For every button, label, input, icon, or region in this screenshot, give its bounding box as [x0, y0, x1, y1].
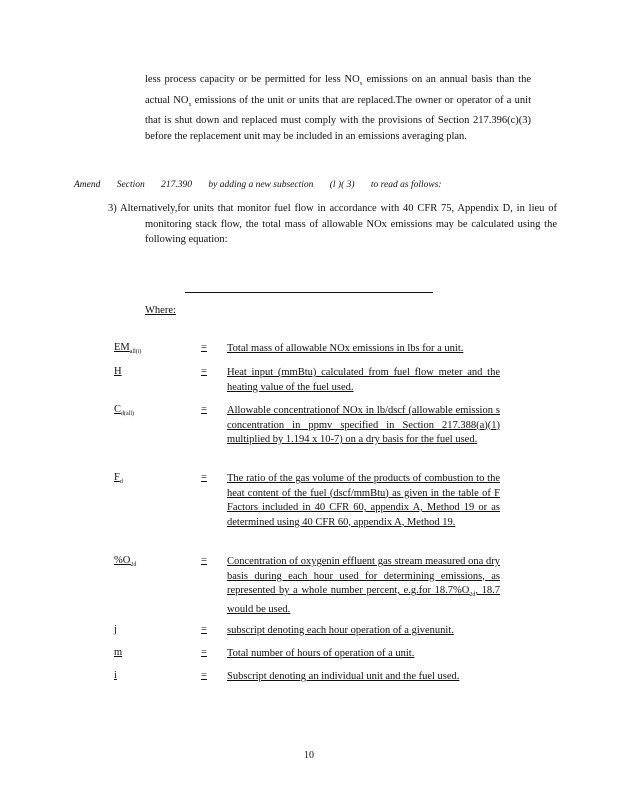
intro-paragraph: less process capacity or be permitted for less $NO_x$ emissions on an annual basis than the actual $NO_x$ emissions of the unit or units that are replaced.The owner or operator of a unit that is shut down and replaced must comply with the provisions of Section 217.396(c)(3) before the replacement unit may be included in an emissions averaging plan. — [145, 74, 531, 142]
definition-em: Total mass of allowable NOx emissions in lbs for a unit. — [227, 343, 464, 354]
equals-sign: = — [201, 472, 207, 483]
amend-instruction: by adding a new subsection — [208, 180, 314, 190]
equals-sign: = — [201, 624, 207, 635]
equals-sign: = — [201, 342, 207, 353]
definition-i: Subscript denoting an individual unit and the fuel used. — [227, 671, 460, 682]
amend-tail: to read as follows: — [370, 180, 442, 190]
definition-f: The ratio of the gas volume of the products of combustion to the heat content of the fuel (dscf/mmBtu) as given in the table of F Factors included in 40 CFR 60, appendix A, Method 19 or as determined using 40 CFR 60, appendix A, Method 19. — [227, 473, 500, 528]
term-h: H — [114, 366, 122, 377]
equals-sign: = — [201, 366, 207, 377]
definition-c: Allowable concentrationof NOx in lb/dscf (allowable emission s concentration in ppmv specified in Section 217.388(a)(1) multiplied by 1.194 x 10-7) on a dry basis for the fuel used. — [227, 405, 500, 445]
term-percent-o2: $\%O_{2d}$ — [114, 555, 137, 569]
term-i: i — [114, 670, 117, 681]
definition-j: subscript denoting each hour operation of a givenunit. — [227, 625, 454, 636]
term-j: j — [114, 624, 117, 635]
equals-sign: = — [201, 647, 207, 658]
equation-placeholder-rule — [185, 292, 433, 293]
equals-sign: = — [201, 404, 207, 415]
definition-h: Heat input (mmBtu) calculated from fuel flow meter and the heating value of the fuel used. — [227, 367, 500, 393]
term-c: $C_{d(all)}$ — [114, 404, 135, 418]
item-3-paragraph: 3) Alternatively,for units that monitor fuel flow in accordance with 40 CFR 75, Appendix D, in lieu of monitoring stack flow, the total mass of allowable NOx emissions may be calculated using the following equation: — [108, 203, 557, 245]
where-label: Where: — [145, 305, 176, 316]
amend-word: Amend — [74, 180, 101, 190]
definition-percent-o2: Concentration of oxygenin effluent gas stream measured ona dry basis during each hour used for determining emissions, as represented by a whole number percent, e.g.for $18.7\%O_{2d}$, 18.7 would be used. — [227, 556, 500, 615]
term-em: $EM_{all(i)}$ — [114, 342, 142, 356]
amend-section-word: Section — [116, 180, 145, 190]
term-m: m — [114, 647, 123, 658]
amend-section-number: 217.390 — [161, 180, 192, 190]
amendment-instruction — [74, 180, 456, 190]
equals-sign: = — [201, 555, 207, 566]
definition-m: Total number of hours of operation of a unit. — [227, 648, 415, 659]
equals-sign: = — [201, 670, 207, 681]
amend-subsection: (l )( 3) — [329, 180, 355, 190]
page-number: 10 — [304, 750, 314, 761]
term-f: $F_d$ — [114, 472, 123, 486]
